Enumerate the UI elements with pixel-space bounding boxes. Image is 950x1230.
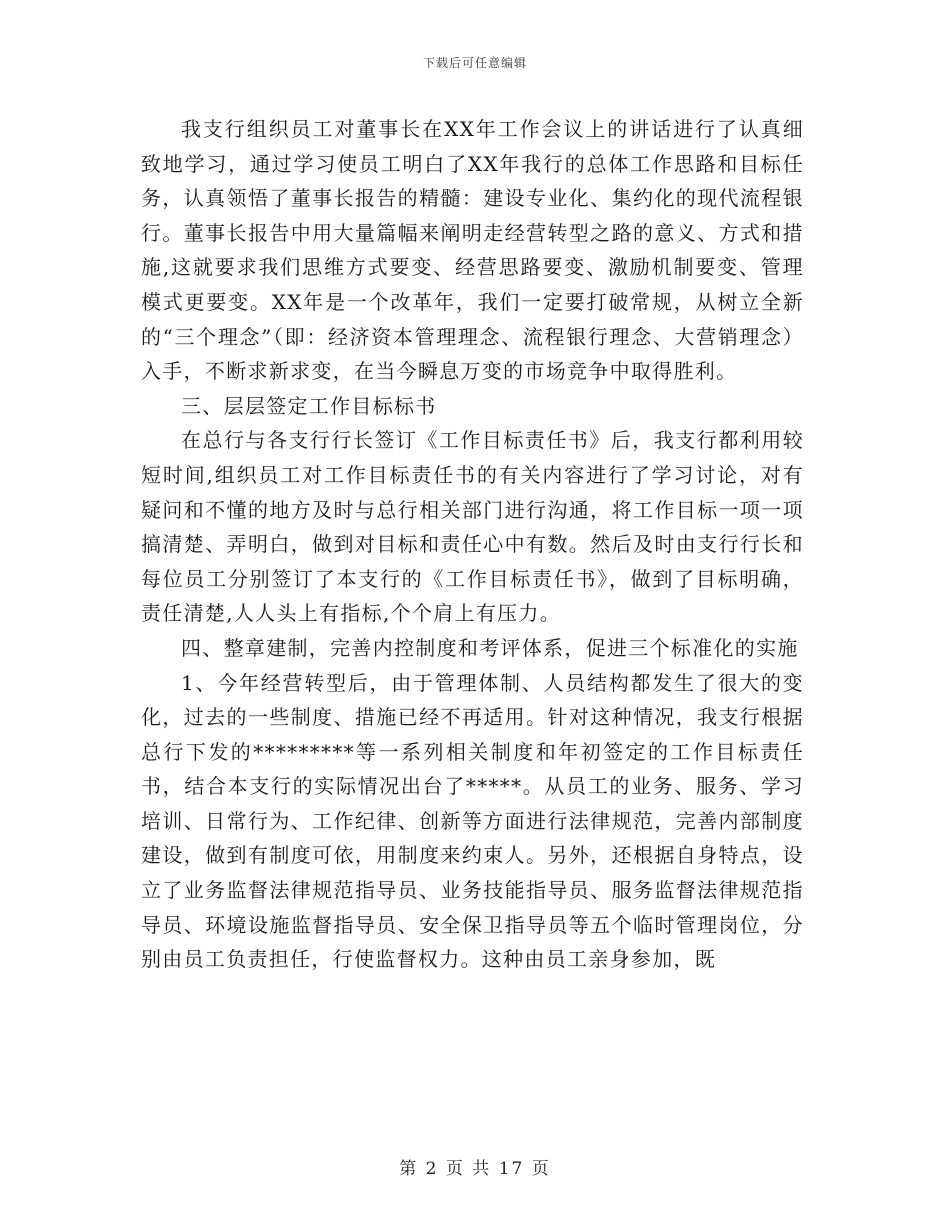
paragraph-target-book: 在总行与各支行行长签订《工作目标责任书》后，我支行都利用较短时间,组织员工对工作目标责任书的有关内容进行了学习讨论，对有疑问和不懂的地方及时与总行相关部门进行沟通，将工作目标一项一项搞清楚、弄明白，做到对目标和责任心中有数。然后及时由支行行长和每位员工分别签订了本支行的《工作目标责任书》，做到了目标明确，责任清楚,人人头上有指标,个个肩上有压力。: [141, 428, 804, 626]
page-footer: 第 2 页 共 17 页: [399, 1159, 551, 1179]
document-body: [141, 112, 804, 977]
paragraph-rules: 1、今年经营转型后，由于管理体制、人员结构都发生了很大的变化，过去的一些制度、措施已经不再适用。针对这种情况，我支行根据总行下发的*********等一系列相关制度和年初签定的工作目标责任书，结合本支行的实际情况出台了*****。从员工的业务、服务、学习培训、日常行为、工作纪律、创新等方面进行法律规范，完善内部制度建设，做到有制度可依，用制度来约束人。另外，还根据自身特点，设立了业务监督法律规范指导员、业务技能指导员、服务监督法律规范指导员、环境设施监督指导员、安全保卫指导员等五个临时管理岗位，分别由员工负责担任，行使监督权力。这种由员工亲身参加，既: [141, 670, 804, 972]
paragraph-study: 我支行组织员工对董事长在XX年工作会议上的讲话进行了认真细致地学习，通过学习使员工明白了XX年我行的总体工作思路和目标任务，认真领悟了董事长报告的精髓：建设专业化、集约化的现代流程银行。董事长报告中用大量篇幅来阐明走经营转型之路的意义、方式和措施,这就要求我们思维方式要变、经营思路要变、激励机制要变、管理模式更要变。XX年是一个改革年，我们一定要打破常规，从树立全新的“三个理念”（即：经济资本管理理念、流程银行理念、大营销理念）入手，不断求新求变，在当今瞬息万变的市场竞争中取得胜利。: [141, 117, 804, 384]
section-heading-3: 三、层层签定工作目标标书: [181, 393, 437, 418]
section-heading-4: 四、整章建制，完善内控制度和考评体系，促进三个标准化的实施: [181, 635, 799, 660]
page-header: 下载后可任意编辑: [422, 56, 527, 70]
